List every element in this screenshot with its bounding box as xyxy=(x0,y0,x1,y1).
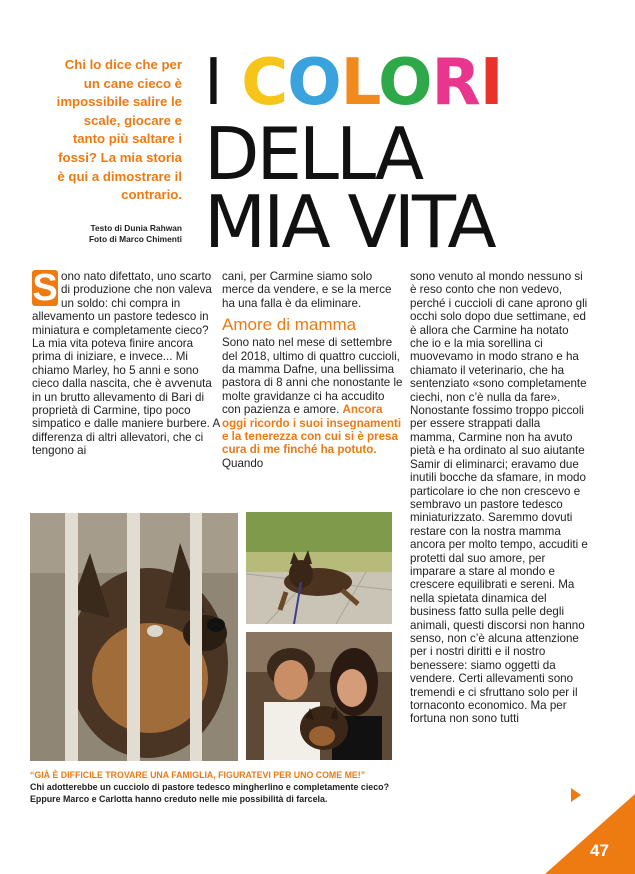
title-letter-4: R xyxy=(431,46,480,120)
intro-lead: Chi lo dice che per un cane cieco è impossibile salire le scale, giocare e tanto più saltare i fossi? La mia storia è qui a dimostrare il contrario. xyxy=(56,57,182,203)
title-letter-5: I xyxy=(479,46,503,120)
title-letter-3: O xyxy=(378,46,432,120)
column-1-text: ono nato difettato, uno scarto di produzione che non valeva un soldo: chi compra in allevamento un pastore tedesco in miniatura e completamente cieco? La mia vita poteva finire ancora prima di iniziare, e invece... Mi chiamo Marley, ho 5 anni e sono cieco dalla nascita, che è avvenuta in un brutto allevamento di Bari di proprietà di Carmine, tipo poco simpatico e dalle maniere burbere. A differenza di altri allevatori, che ci tengono ai xyxy=(32,270,220,458)
column-2-text-a: cani, per Carmine siamo solo merce da vendere, e se la merce ha una falla è da eliminare. xyxy=(222,270,392,310)
page-corner-tab xyxy=(545,794,635,874)
article-column-1 xyxy=(32,267,220,458)
credits xyxy=(52,223,182,246)
caption-headline: “GIÀ È DIFFICILE TROVARE UNA FAMIGLIA, FIGURATEVI PER UNO COME ME!” xyxy=(30,770,366,780)
dropcap: S xyxy=(32,267,58,309)
title-letter-2: L xyxy=(340,46,379,120)
credit-photo: Foto di Marco Chimenti xyxy=(88,234,182,245)
credit-text: Testo di Dunia Rahwan xyxy=(90,223,182,233)
title-prefix: I xyxy=(204,46,242,120)
photo-couple-with-dog xyxy=(246,632,392,760)
photo-dog-on-patio xyxy=(246,512,392,624)
title-letter-1: O xyxy=(287,46,341,120)
photo-dog-behind-bars xyxy=(30,513,238,761)
article-column-2 xyxy=(222,270,406,470)
title-line-1 xyxy=(204,46,614,120)
title-line-3: MIA VITA xyxy=(204,180,494,264)
article-column-3: sono venuto al mondo nessuno si è reso conto che non vedevo, perché i cuccioli di cane aprono gli occhi solo dopo due settimane, ed è allora che Carmine ha notato che io e la mia sorellina ci muovevamo in modo strano e ha chiamato il veterinario, che ha sentenziato «sono completamente ciechi, non c’è nulla da fare». Nonostante fossimo troppo piccoli per essere strappati dalla mamma, Carmine non ha avuto pietà e ha ordinato al suo aiutante Samir di eliminarci; eravamo due inutili bocche da sfamare, in modo particolare io che non crescevo e sembravo un pastore tedesco miniaturizzato. Saremmo dovuti restare con la nostra mamma ancora per molto tempo, accuditi e protetti dal suo amore, per imparare a stare al mondo e crescere equilibrati e sereni. Ma nella spietata dinamica del business fatto sulla pelle degli animali, questi discorsi non hanno senso, non c’è alcuna attenzione per i nostri diritti e il nostro benessere: siamo oggetti da vendere. Certi allevamenti sono tremendi e ci sfruttano solo per il tornaconto economico. Ma per fortuna non sono tutti xyxy=(410,270,588,726)
article-title xyxy=(204,46,614,264)
subheading: Amore di mamma xyxy=(222,315,357,335)
page-number: 47 xyxy=(590,841,609,860)
caption-text: Chi adotterebbe un cucciolo di pastore tedesco mingherlino e completamente cieco? Eppure Marco e Carlotta hanno creduto nelle mie possibilità di farcela. xyxy=(30,782,390,804)
column-2-highlight: Ancora oggi ricordo i suoi insegnamenti e la tenerezza con cui si è presa cura di me finché ha potuto. xyxy=(222,403,402,457)
title-letter-0: C xyxy=(241,46,288,120)
column-2-text-c: Quando xyxy=(222,456,264,470)
title-colori-word xyxy=(241,46,502,120)
title-line-2: DELLA xyxy=(204,112,422,196)
column-2-text-b: Sono nato nel mese di settembre del 2018, ultimo di quattro cuccioli, da mamma Dafne, una bellissima pastora di 8 anni che nonostante le molte gravidanze ci ha accudito con pazienza e amore. xyxy=(222,336,403,417)
